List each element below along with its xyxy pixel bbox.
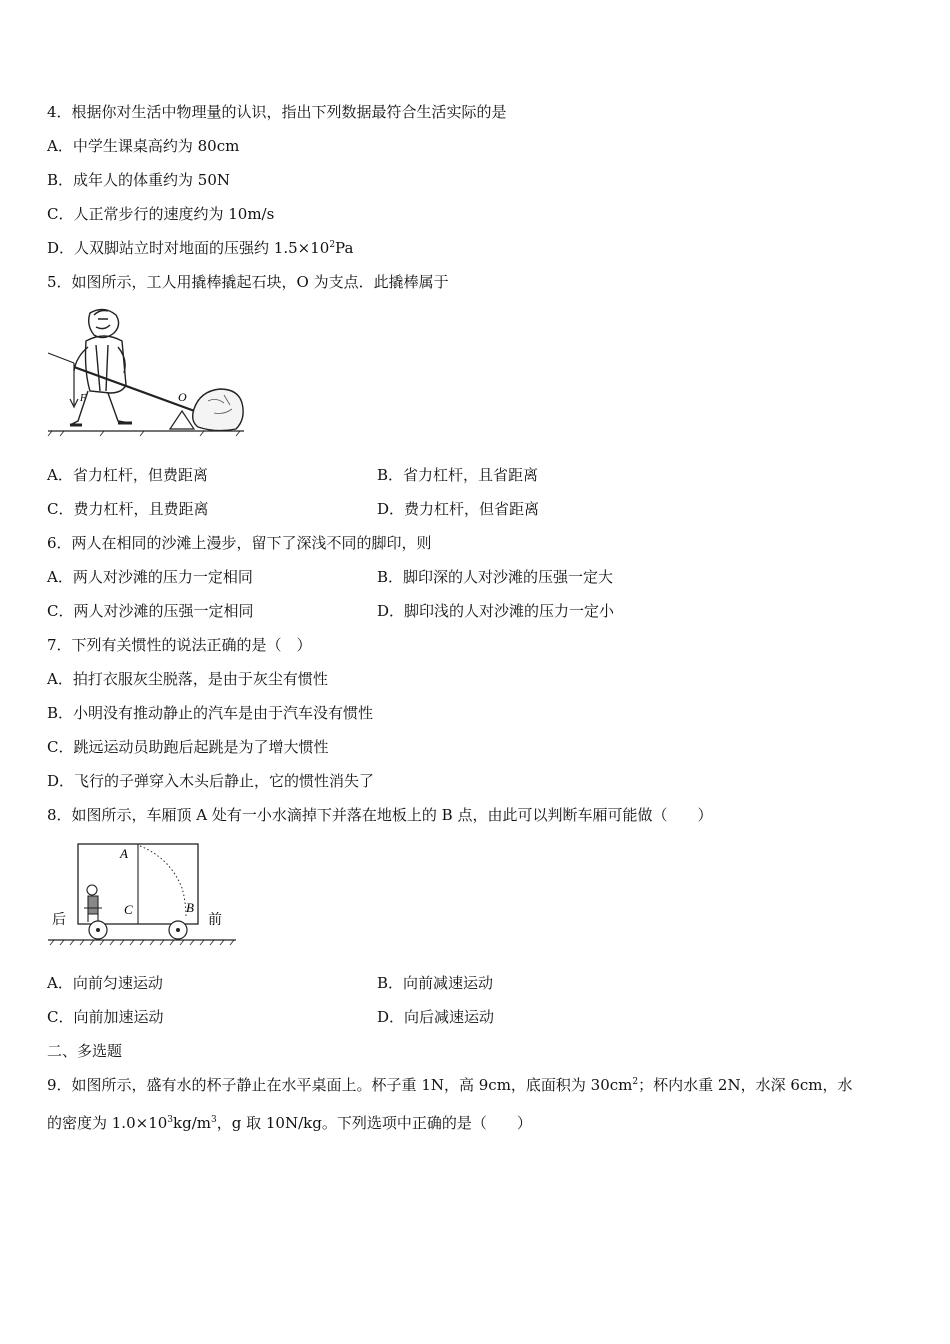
q4-option-d-unit: Pa bbox=[335, 239, 354, 257]
q4-option-c[interactable]: C．人正常步行的速度约为 10m/s bbox=[47, 205, 275, 223]
q8-label-c: C bbox=[124, 902, 133, 917]
q8-label-b: B bbox=[186, 900, 194, 915]
section-title: 二、多选题 bbox=[47, 1042, 123, 1060]
q7-option-b[interactable]: B．小明没有推动静止的汽车是由于汽车没有惯性 bbox=[47, 704, 374, 722]
q8-option-d[interactable]: D．向后减速运动 bbox=[377, 1008, 495, 1026]
q5-pivot-label: O bbox=[178, 390, 187, 404]
q9-line1-pre: 9．如图所示，盛有水的杯子静止在水平桌面上。杯子重 1N，高 9cm，底面积为 30cm bbox=[47, 1076, 633, 1094]
q5-lever-figure bbox=[44, 305, 248, 437]
q6-option-c[interactable]: C．两人对沙滩的压强一定相同 bbox=[47, 602, 254, 620]
q8-option-b[interactable]: B．向前减速运动 bbox=[377, 974, 494, 992]
q9-line1-exponent: 2 bbox=[632, 1077, 639, 1087]
q8-label-rear: 后 bbox=[52, 912, 66, 928]
q9-line2-post: ，g 取 10N/kg。下列选项中正确的是（ ） bbox=[216, 1114, 532, 1132]
q9-line2-pre: 的密度为 1.0×10 bbox=[47, 1114, 168, 1132]
q7-option-a[interactable]: A．拍打衣服灰尘脱落，是由于灰尘有惯性 bbox=[47, 670, 328, 688]
q7-option-d[interactable]: D．飞行的子弹穿入木头后静止，它的惯性消失了 bbox=[47, 772, 375, 790]
q8-label-a: A bbox=[120, 846, 128, 861]
q5-option-d[interactable]: D．费力杠杆，但省距离 bbox=[377, 500, 540, 518]
q4-option-d[interactable] bbox=[47, 238, 353, 258]
q5-option-c[interactable]: C．费力杠杆，且费距离 bbox=[47, 500, 209, 518]
q4-option-b[interactable]: B．成年人的体重约为 50N bbox=[47, 171, 231, 189]
q9-line2-exponent-1: 3 bbox=[167, 1115, 174, 1125]
q8-option-a[interactable]: A．向前匀速运动 bbox=[47, 974, 163, 992]
q4-option-d-exponent: 2 bbox=[329, 240, 336, 250]
q7-stem: 7．下列有关惯性的说法正确的是（ ） bbox=[47, 636, 312, 654]
q6-option-a[interactable]: A．两人对沙滩的压力一定相同 bbox=[47, 568, 253, 586]
q9-line2-mid: kg/m bbox=[173, 1114, 211, 1132]
q9-stem-line1 bbox=[47, 1075, 853, 1095]
q8-carriage-figure bbox=[44, 838, 240, 946]
q4-option-d-text: D．人双脚站立时对地面的压强约 1.5×10 bbox=[47, 239, 330, 257]
q4-option-a[interactable]: A．中学生课桌高约为 80cm bbox=[47, 137, 240, 155]
q8-option-c[interactable]: C．向前加速运动 bbox=[47, 1008, 164, 1026]
q9-line1-post: ；杯内水重 2N，水深 6cm，水 bbox=[638, 1076, 853, 1094]
q5-force-label: F bbox=[80, 393, 87, 404]
q8-label-front: 前 bbox=[208, 912, 222, 928]
q6-option-b[interactable]: B．脚印深的人对沙滩的压强一定大 bbox=[377, 568, 614, 586]
q8-stem: 8．如图所示，车厢顶 A 处有一小水滴掉下并落在地板上的 B 点，由此可以判断车厢可能做（ ） bbox=[47, 806, 713, 824]
q4-stem: 4．根据你对生活中物理量的认识，指出下列数据最符合生活实际的是 bbox=[47, 103, 507, 121]
q6-option-d[interactable]: D．脚印浅的人对沙滩的压力一定小 bbox=[377, 602, 615, 620]
q7-option-c[interactable]: C．跳远运动员助跑后起跳是为了增大惯性 bbox=[47, 738, 329, 756]
q5-option-b[interactable]: B．省力杠杆，且省距离 bbox=[377, 466, 539, 484]
q5-stem: 5．如图所示，工人用撬棒撬起石块，O 为支点．此撬棒属于 bbox=[47, 273, 449, 291]
q9-stem-line2 bbox=[47, 1113, 532, 1133]
q5-option-a[interactable]: A．省力杠杆，但费距离 bbox=[47, 466, 208, 484]
q9-line2-exponent-2: 3 bbox=[210, 1115, 217, 1125]
q6-stem: 6．两人在相同的沙滩上漫步，留下了深浅不同的脚印，则 bbox=[47, 534, 432, 552]
